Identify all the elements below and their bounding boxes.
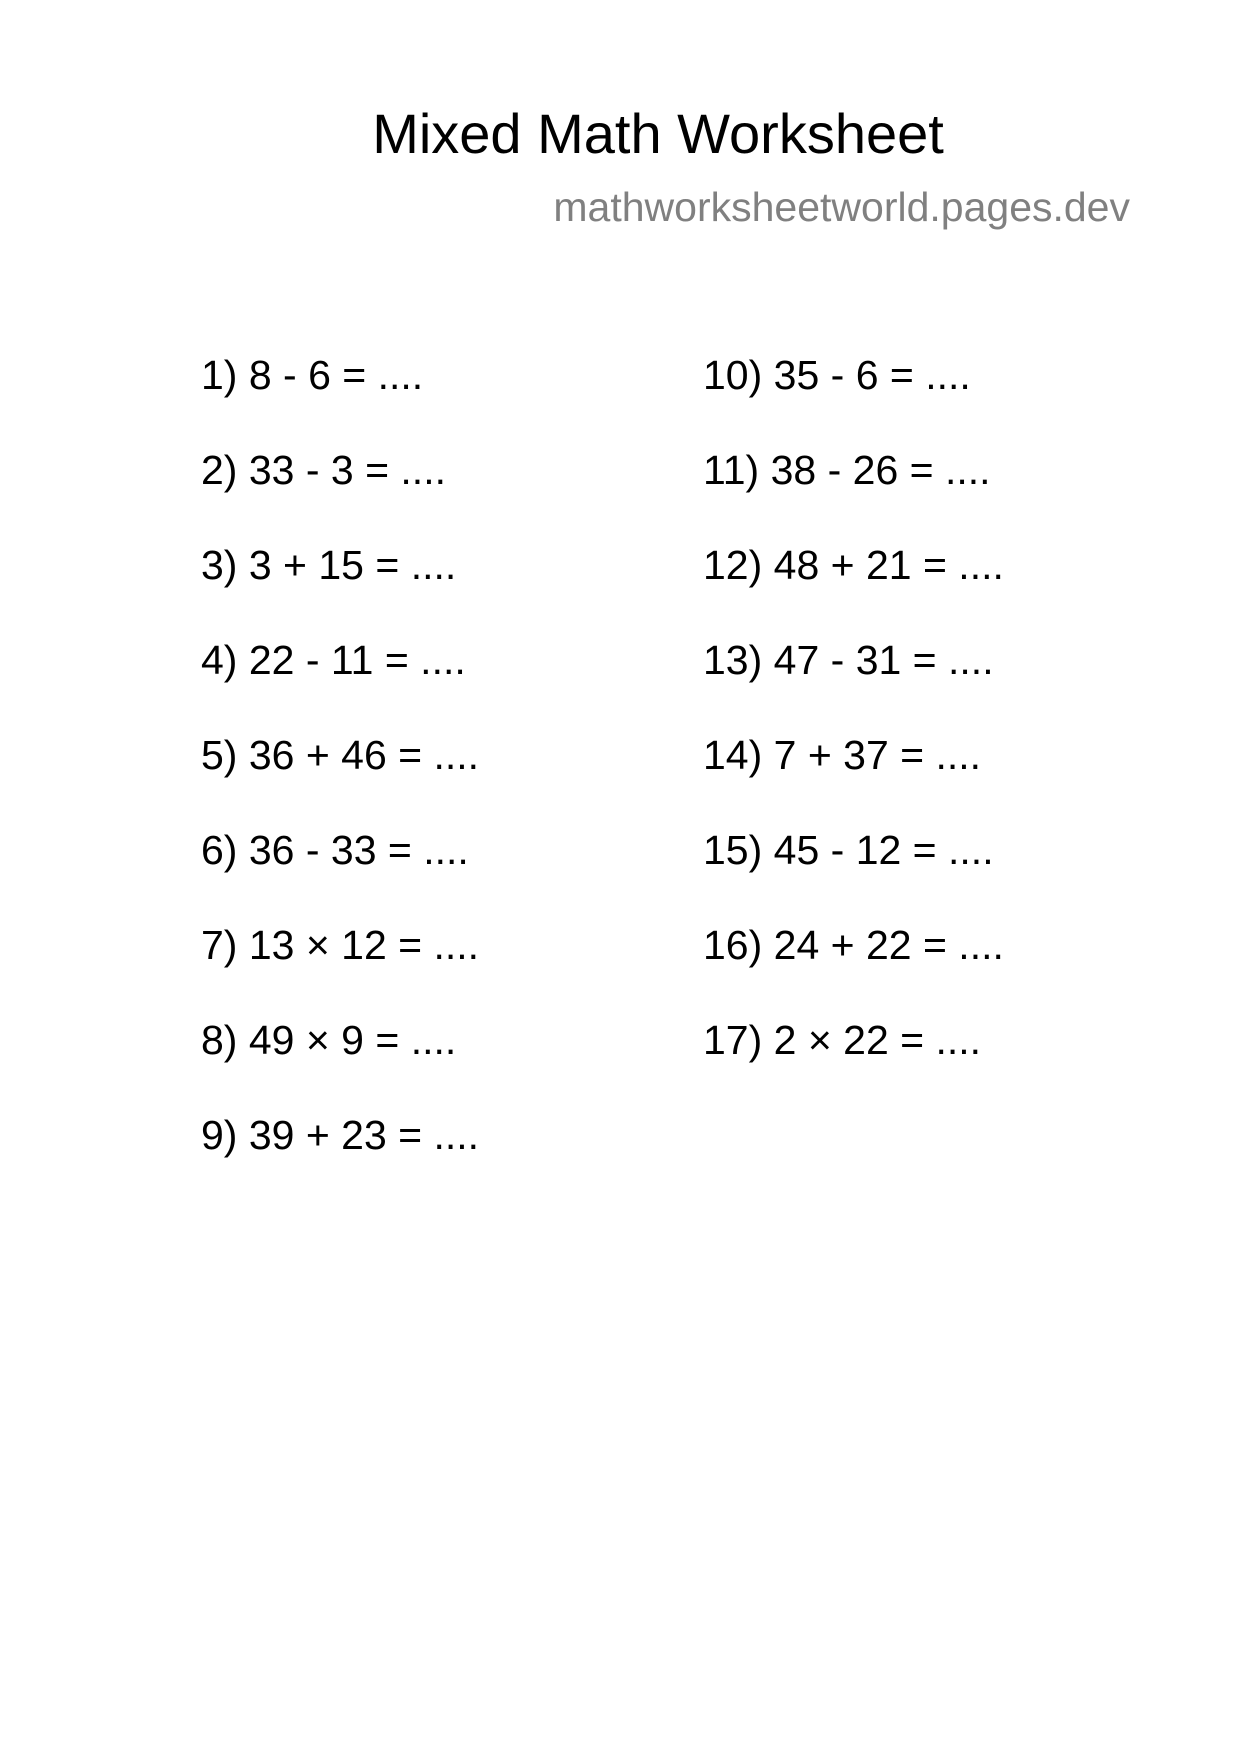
problem-item: 5) 36 + 46 = .... — [201, 732, 480, 778]
problem-item: 4) 22 - 11 = .... — [201, 637, 466, 683]
problem-item: 9) 39 + 23 = .... — [201, 1112, 480, 1158]
problem-item: 11) 38 - 26 = .... — [703, 447, 991, 493]
problem-item: 14) 7 + 37 = .... — [703, 732, 982, 778]
problem-item: 10) 35 - 6 = .... — [703, 352, 971, 398]
problem-item: 6) 36 - 33 = .... — [201, 827, 469, 873]
problems-column-right — [703, 350, 1004, 1110]
source-url: mathworksheetworld.pages.dev — [553, 184, 1130, 230]
problem-item: 3) 3 + 15 = .... — [201, 542, 457, 588]
problem-item: 17) 2 × 22 = .... — [703, 1017, 982, 1063]
worksheet-title: Mixed Math Worksheet — [372, 102, 944, 165]
problems-column-left — [201, 350, 479, 1205]
problem-item: 15) 45 - 12 = .... — [703, 827, 994, 873]
problem-item: 12) 48 + 21 = .... — [703, 542, 1004, 588]
problem-item: 7) 13 × 12 = .... — [201, 922, 480, 968]
problem-item: 8) 49 × 9 = .... — [201, 1017, 457, 1063]
problem-item: 1) 8 - 6 = .... — [201, 352, 424, 398]
problem-item: 16) 24 + 22 = .... — [703, 922, 1004, 968]
problem-item: 13) 47 - 31 = .... — [703, 637, 994, 683]
problem-item: 2) 33 - 3 = .... — [201, 447, 446, 493]
